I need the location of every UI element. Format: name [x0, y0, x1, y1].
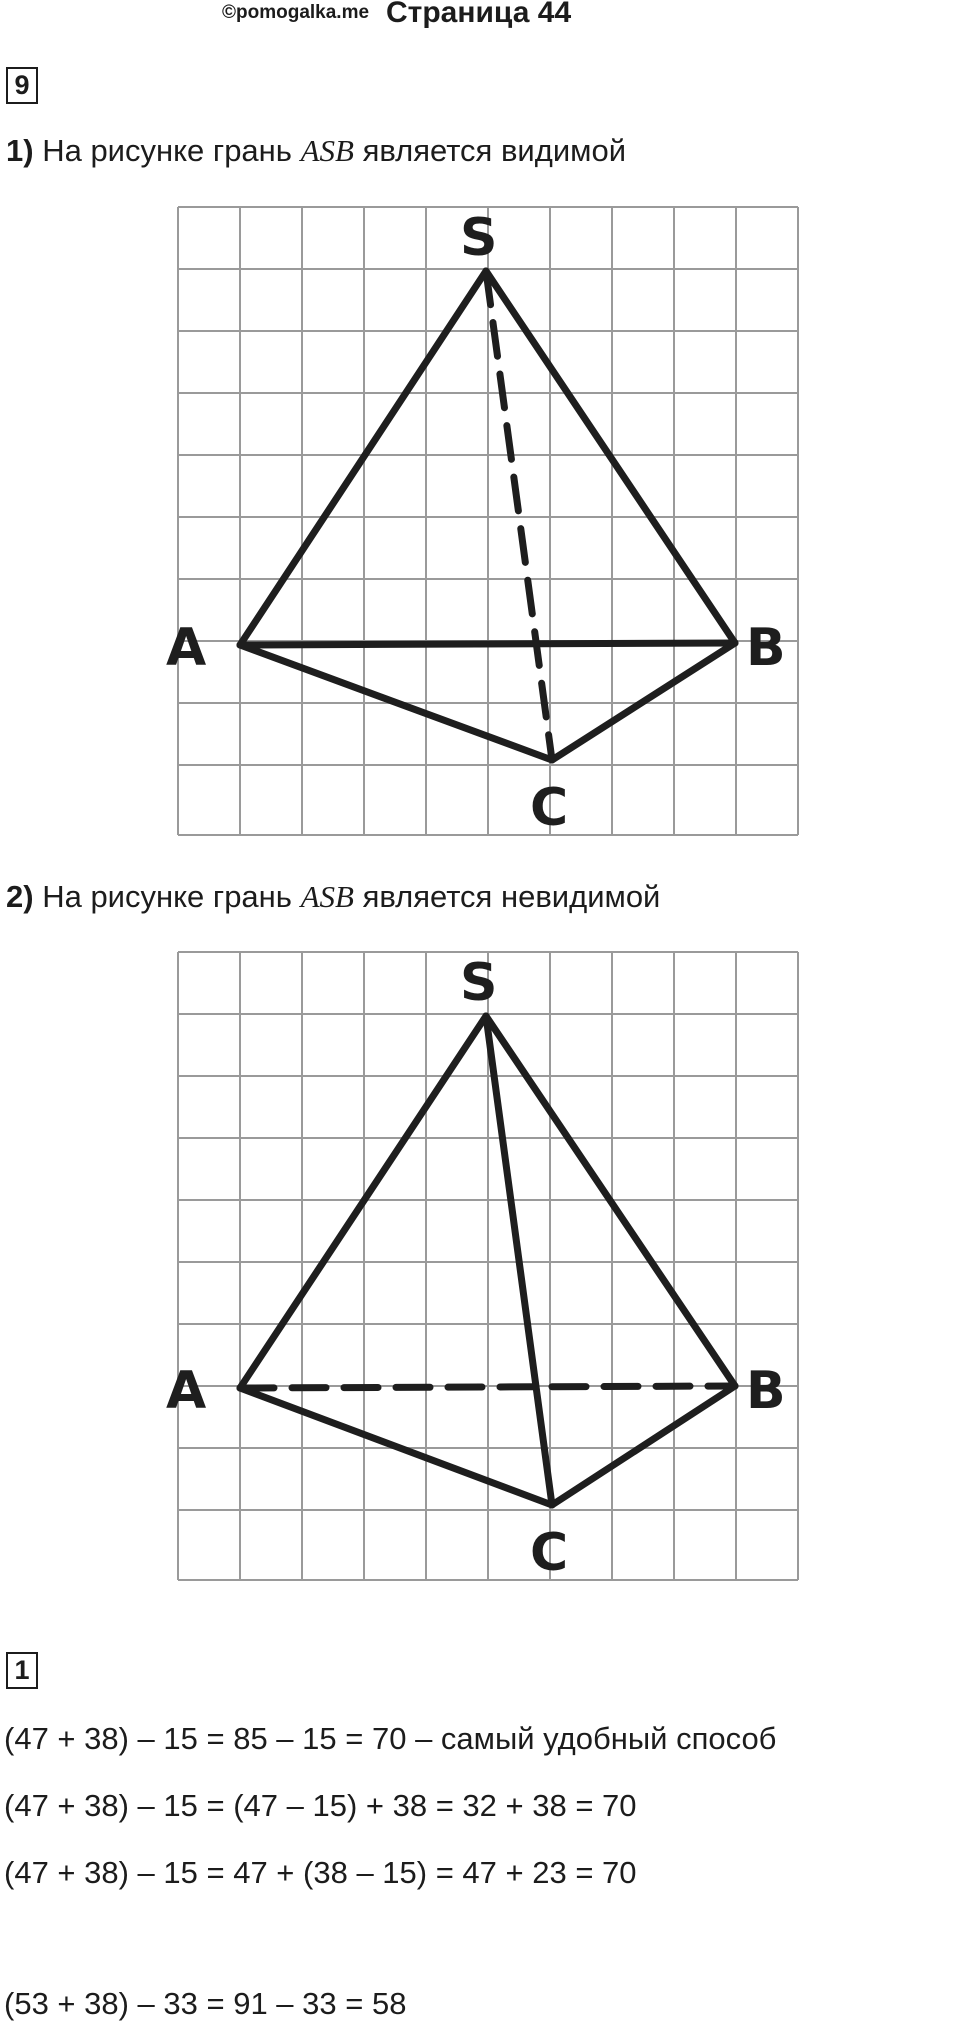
vertex-label-C: C	[530, 778, 569, 838]
face-label: ASB	[300, 133, 354, 168]
item-text-before: На рисунке грань	[42, 879, 292, 914]
edge-AB	[240, 643, 735, 645]
vertex-label-S: S	[460, 208, 498, 268]
item-text-after: является невидимой	[362, 879, 661, 914]
page-title: Страница 44	[386, 0, 572, 29]
pyramid-figure-hidden-face	[160, 940, 810, 1600]
edge-BC	[552, 1386, 735, 1505]
edge-SC	[486, 1016, 552, 1505]
item-text-after: является видимой	[362, 133, 627, 168]
task-number-9: 9	[6, 67, 38, 104]
equation-line-2: (47 + 38) – 15 = (47 – 15) + 38 = 32 + 38 = 70	[4, 1788, 637, 1823]
item-text-before: На рисунке грань	[42, 133, 292, 168]
watermark: ©pomogalka.me	[222, 2, 370, 23]
vertex-label-B: B	[746, 1361, 786, 1421]
edge-SB	[486, 271, 735, 643]
vertex-label-B: B	[746, 618, 786, 678]
equation-line-1: (47 + 38) – 15 = 85 – 15 = 70 – самый удобный способ	[4, 1721, 777, 1756]
vertex-label-A: A	[166, 1361, 207, 1421]
task9-item-1	[6, 133, 626, 169]
vertex-label-S: S	[460, 953, 498, 1013]
edge-AC	[240, 1388, 552, 1505]
task-number-1: 1	[6, 1652, 38, 1689]
task9-item-2	[6, 879, 660, 915]
face-label: ASB	[300, 879, 354, 914]
vertex-label-C: C	[530, 1523, 569, 1583]
edge-SC-hidden	[486, 271, 552, 760]
vertex-label-A: A	[166, 618, 207, 678]
item-number: 1)	[6, 133, 34, 168]
edge-BC	[552, 643, 735, 760]
pyramid-figure-visible-face	[160, 195, 810, 855]
equation-line-3: (47 + 38) – 15 = 47 + (38 – 15) = 47 + 23 = 70	[4, 1855, 637, 1890]
equation-line-4: (53 + 38) – 33 = 91 – 33 = 58	[4, 1986, 407, 2021]
item-number: 2)	[6, 879, 34, 914]
